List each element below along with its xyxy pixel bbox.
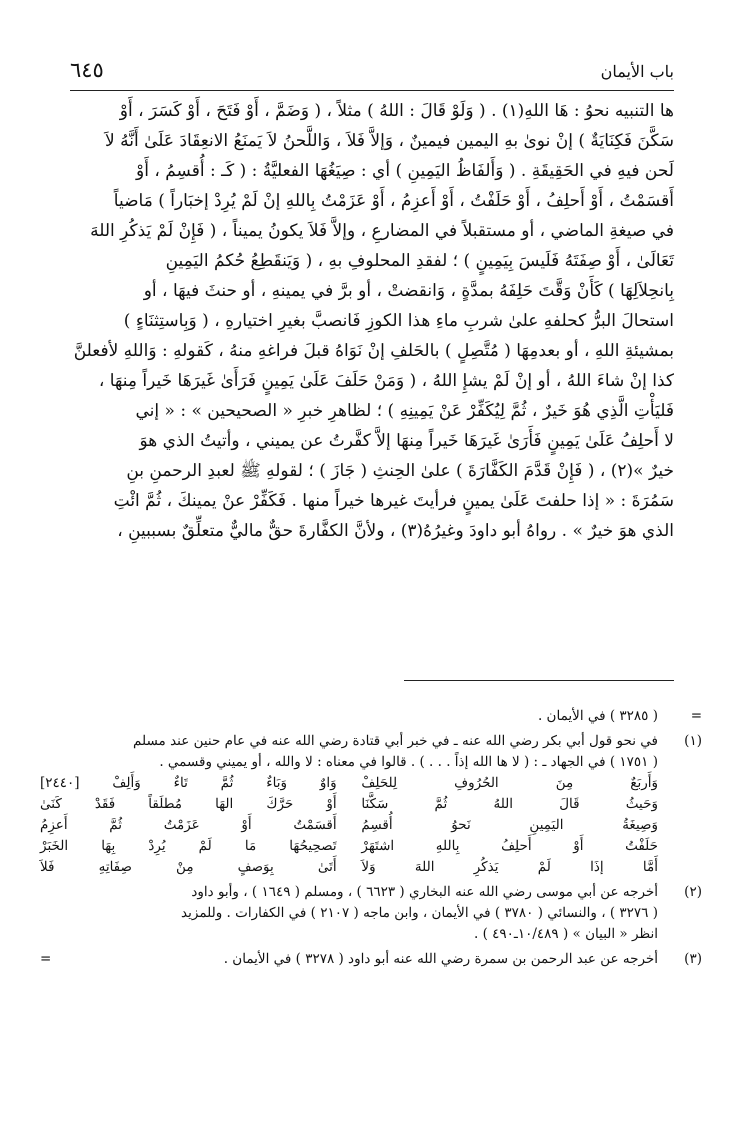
poem-verse — [40, 773, 658, 794]
footnote-number: (١) — [684, 733, 702, 749]
text-line: سَكَّنَ فَكِنَايَةٌ ) إنْ نوىٰ بهِ اليمين فيمينٌ ، وَإلاَّ فَلاَ ، وَاللَّحنُ لاَ يَمنَعُ الانعِقَادَ عَلَىٰ أَنَّهُ لاَ — [105, 131, 674, 151]
text-line: تَعَالَىٰ ، أَوْ صِفَتَهُ فَلَيسَ بِيَمِينٍ ) ؛ لفقدِ المحلوفِ بهِ ، ( وَيَنقَطِعُ حُكمُ اليَمِينِ — [165, 251, 674, 271]
poem-hemistich-first: حَلَفْتُ أَوْ أَحلِفُ بِاللهِ اشتَهَرْ — [361, 838, 658, 854]
footnote-line: ( ٣٢٧٦ ) ، والنسائي ( ٣٧٨٠ ) في الأيمان ، وابن ماجه ( ٢١٠٧ ) في الكفارات . وللمزيد — [181, 905, 658, 921]
page-number: ٦٤٥ — [70, 58, 104, 82]
poem-hemistich-second: وَاوٌ وَبَاءٌ ثُمَّ تَاءٌ وَأَلِفْ [٢٤٤٠] — [40, 775, 337, 791]
poem-hemistich-first: أَمَّا إذَا لَمْ يَذكُرِ اللهَ وَلاَ — [361, 859, 658, 875]
poem-verse — [40, 836, 658, 857]
poem-hemistich-first: وَصِيغَةُ اليَمِينِ نَحوُ أُقسِمُ — [361, 817, 658, 833]
continues-marker: = — [40, 951, 52, 967]
footnote-poem — [40, 773, 702, 878]
text-line: ها التنبيه نحوُ : هَا اللهِ(١) . ( وَلَوْ قَالَ : اللهُ ) مثلاً ، ( وَضَمَّ ، أَوْ فَتَحَ ، أَوْ كَسَرَ ، أَوْ — [119, 101, 674, 121]
poem-verse — [40, 857, 658, 878]
text-line: لَحن فيهِ في الحَقِيقَةِ . ( وَأَلفَاظُ اليَمِينِ ) أي : صِيَغُهَا الفعليَّةُ : ( كَـ : أُقسِمُ ، أَوْ — [136, 161, 674, 181]
poem-hemistich-first: وَأَربَعٌ مِنَ الحُرُوفِ لِلحَلِفْ — [361, 775, 658, 791]
text-line: سَمُرَةَ : « إذا حلفتَ عَلَىٰ يمينٍ فرأيتَ غيرها خيراً منها . فَكَفِّرْ عنْ يمينكَ ، ثُمَّ ائْتِ — [113, 491, 674, 511]
footnote-carryover — [40, 706, 702, 727]
footnote-number: (٣) — [684, 951, 702, 967]
poem-hemistich-second: تَصحِيحُهَا مَا لَمْ يُرِدْ بِهَا الخَبَرْ — [40, 838, 337, 854]
footnote-line: ( ١٧٥١ ) في الجهاد ـ : ( لا ها الله إذاً . . . ) . قالوا في معناه : لا والله ، أو يميني وقسمي . — [159, 754, 658, 770]
footnotes — [40, 706, 702, 970]
footnote-1 — [40, 731, 702, 773]
footnote-line: في نحو قول أبي بكر رضي الله عنه ـ في خبر أبي قتادة رضي الله عنه في عام حنين عند مسلم — [133, 733, 658, 749]
text-line: خيرٌ »(٢) ، ( فَإِنْ قَدَّمَ الكَفَّارَةَ ) علىٰ الحِنثِ ( جَازَ ) ؛ لقولهِ ﷺ لعبدِ الرحمنِ بنِ — [126, 461, 674, 481]
poem-verse — [40, 815, 658, 836]
footnote-line: أخرجه عن عبد الرحمن بن سمرة رضي الله عنه أبو داود ( ٣٢٧٨ ) في الأيمان . — [223, 951, 658, 967]
text-line: كذا إنْ شاءَ اللهُ ، أو إنْ لَمْ يشإِ اللهُ ، ( وَمَنْ حَلَفَ عَلَىٰ يَمِينٍ فَرَأَىٰ غَيرَهَا خَيراً مِنهَا ، — [98, 371, 674, 391]
poem-verse — [40, 794, 658, 815]
text-line: بِانحِلاَلِهَا ) كَأَنْ وَقَّتَ حَلِفَهُ بمدَّةٍ ، وَانقضتْ ، أو برَّ في يمينهِ ، أو حنثَ فيهَا ، أو — [143, 281, 674, 301]
footnote-separator — [404, 680, 674, 681]
footnote-line: أخرجه عن أبي موسى رضي الله عنه البخاري ( ٦٦٢٣ ) ، ومسلم ( ١٦٤٩ ) ، وأبو داود — [191, 884, 658, 900]
text-line: الذي هوَ خيرٌ » . رواهُ أبو داودَ وغيرُهُ(٣) ، ولأنَّ الكفَّارةَ حقٌّ ماليٌّ متعلِّقٌ بسببينِ ، — [117, 521, 674, 541]
footnote-number: (٢) — [684, 884, 702, 900]
main-text — [68, 96, 674, 546]
running-header — [70, 58, 674, 91]
footnote-3 — [40, 949, 702, 970]
poem-hemistich-second: أَتَىٰ بِوَصفٍ مِنْ صِفَاتِهِ فَلاَ — [40, 859, 337, 875]
text-line: فَليَأْتِ الَّذِي هُوَ خَيرٌ ، ثُمَّ لِيُكَفِّرْ عَنْ يَمِينِهِ ) ؛ لظاهرِ خبرِ « الصحيحين » : « إني — [135, 401, 674, 421]
poem-hemistich-second: أَوْ حَرَّكَ الهَا مُطلَقاً فَقَدْ كَنَىٰ — [40, 796, 337, 812]
text-line: استحالَ البرُّ كحلفهِ علىٰ شربِ ماءِ هذا الكوزِ فَانصبَّ بغيرِ اختيارهِ ، ( وَبِاستِثنَاءٍ ) — [123, 311, 674, 331]
footnote-line: ( ٣٢٨٥ ) في الأيمان . — [537, 708, 658, 724]
text-line: لا أَحلِفُ عَلَىٰ يَمِينٍ فَأَرَىٰ غَيرَهَا خَيراً مِنهَا إلاَّ كفَّرتُ عن يميني ، وأتيتُ الذي هوَ — [139, 431, 674, 451]
text-line: في صيغةِ الماضي ، أو مستقبلاً في المضارعِ ، وإلاَّ فَلاَ يكونُ يميناً ، ( فَإِنْ لَمْ يَذكُرِ اللهَ — [90, 221, 674, 241]
text-line: أَقسَمْتُ ، أَوْ أَحلِفُ ، أَوْ حَلَفْتُ ، أَوْ أَعزِمُ ، أَوْ عَزَمْتُ بِاللهِ إنْ لَمْ يُرِدْ إخبَاراً ) مَاضياً — [113, 191, 674, 211]
footnote-line: انظر « البيان » ( ١٠/٤٨٩ـ٤٩٠ ) . — [474, 926, 658, 942]
footnote-2 — [40, 882, 702, 945]
poem-hemistich-second: أَقسَمْتُ أَوْ عَزَمْتُ ثُمَّ أَعزِمُ — [40, 817, 337, 833]
text-line: بمشيئةِ اللهِ ، أو بعدمِهَا ( مُتَّصِلٍ ) بالحَلفِ إنْ نَوَاهُ قبلَ فراغهِ منهُ ، كَقولهِ : وَاللهِ لأفعلنَّ — [73, 341, 674, 361]
poem-hemistich-first: وَحَيثُ قَالَ اللهُ ثُمَّ سَكَّنَا — [361, 796, 658, 812]
chapter-title: باب الأيمان — [600, 62, 674, 81]
carryover-marker: = — [690, 708, 702, 724]
